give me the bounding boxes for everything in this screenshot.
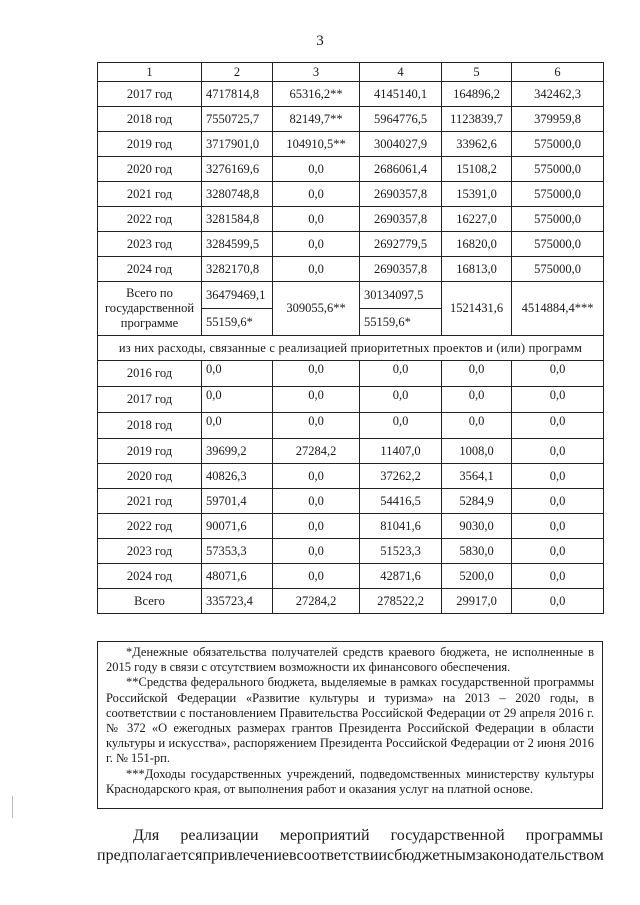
value-cell: 0,0 — [512, 387, 604, 413]
year-cell: 2024 год — [98, 564, 202, 589]
table-row — [98, 132, 604, 157]
year-cell: 2023 год — [98, 539, 202, 564]
table-row — [98, 564, 604, 589]
value-cell: 81041,6 — [360, 514, 442, 539]
body-word: бюджетным — [394, 847, 476, 864]
value-cell: 0,0 — [273, 207, 360, 232]
value-cell: 575000,0 — [512, 157, 604, 182]
body-word: мероприятий — [279, 827, 370, 844]
value-cell: 575000,0 — [512, 132, 604, 157]
value-cell: 3280748,8 — [202, 182, 273, 207]
value-cell: 48071,6 — [202, 564, 273, 589]
table-row — [98, 157, 604, 182]
footnotes-box — [97, 641, 603, 809]
value-cell: 16820,0 — [442, 232, 512, 257]
value-cell: 3004027,9 — [360, 132, 442, 157]
table-row — [98, 387, 604, 413]
value-cell: 16813,0 — [442, 257, 512, 282]
value-cell: 0,0 — [273, 182, 360, 207]
value-cell: 0,0 — [202, 387, 273, 413]
value-cell: 1521431,6 — [442, 282, 512, 336]
value-cell: 90071,6 — [202, 514, 273, 539]
priority-total-row — [98, 589, 604, 614]
value-cell: 2690357,8 — [360, 207, 442, 232]
margin-mark — [12, 796, 13, 818]
value-cell: 59701,4 — [202, 489, 273, 514]
value-cell: 37262,2 — [360, 464, 442, 489]
body-word: программы — [525, 827, 603, 844]
value-cell: 1123839,7 — [442, 107, 512, 132]
value-cell: 5200,0 — [442, 564, 512, 589]
column-number-header: 6 — [512, 63, 604, 82]
value-cell: 0,0 — [202, 361, 273, 387]
value-cell: 0,0 — [273, 232, 360, 257]
value-cell: 575000,0 — [512, 207, 604, 232]
year-cell: 2020 год — [98, 157, 202, 182]
value-cell: 5964776,5 — [360, 107, 442, 132]
value-cell: 39699,2 — [202, 439, 273, 464]
value-cell: 0,0 — [512, 413, 604, 439]
table-row — [98, 439, 604, 464]
year-cell: 2023 год — [98, 232, 202, 257]
body-word: Для — [133, 827, 160, 844]
value-cell: 16227,0 — [442, 207, 512, 232]
value-cell: 575000,0 — [512, 182, 604, 207]
column-number-header: 2 — [202, 63, 273, 82]
value-cell: 55159,6* — [360, 309, 442, 336]
year-cell: 2017 год — [98, 387, 202, 413]
value-cell: 335723,4 — [202, 589, 273, 614]
value-cell: 5284,9 — [442, 489, 512, 514]
body-word: предполагается — [97, 847, 203, 864]
value-cell: 36479469,1 — [202, 282, 273, 309]
value-cell: 11407,0 — [360, 439, 442, 464]
value-cell: 0,0 — [273, 514, 360, 539]
table-row — [98, 207, 604, 232]
value-cell: 27284,2 — [273, 589, 360, 614]
program-total-row — [98, 282, 604, 309]
body-word: законодательством — [475, 847, 604, 864]
table-row — [98, 257, 604, 282]
value-cell: 3282170,8 — [202, 257, 273, 282]
year-cell: 2018 год — [98, 107, 202, 132]
value-cell: 164896,2 — [442, 82, 512, 107]
value-cell: 0,0 — [360, 413, 442, 439]
value-cell: 575000,0 — [512, 232, 604, 257]
year-cell: 2022 год — [98, 207, 202, 232]
value-cell: 33962,6 — [442, 132, 512, 157]
value-cell: 0,0 — [512, 489, 604, 514]
value-cell: 15391,0 — [442, 182, 512, 207]
value-cell: 0,0 — [273, 464, 360, 489]
value-cell: 0,0 — [202, 413, 273, 439]
value-cell: 0,0 — [512, 514, 604, 539]
value-cell: 7550725,7 — [202, 107, 273, 132]
value-cell: 3276169,6 — [202, 157, 273, 182]
body-word: с — [386, 847, 395, 864]
value-cell: 0,0 — [273, 489, 360, 514]
column-number-header: 3 — [273, 63, 360, 82]
body-line-1 — [97, 826, 603, 846]
year-cell: 2021 год — [98, 182, 202, 207]
page-number: 3 — [316, 33, 324, 49]
value-cell: 104910,5** — [273, 132, 360, 157]
value-cell: 0,0 — [512, 439, 604, 464]
body-word: реализации — [180, 827, 259, 844]
body-word: в — [288, 847, 297, 864]
table-row — [98, 232, 604, 257]
year-cell: 2022 год — [98, 514, 202, 539]
value-cell: 57353,3 — [202, 539, 273, 564]
table-row — [98, 82, 604, 107]
year-cell: 2019 год — [98, 439, 202, 464]
year-cell: 2021 год — [98, 489, 202, 514]
value-cell: 0,0 — [273, 257, 360, 282]
value-cell: 0,0 — [512, 589, 604, 614]
value-cell: 379959,8 — [512, 107, 604, 132]
value-cell: 0,0 — [442, 413, 512, 439]
body-line-2 — [97, 846, 603, 866]
value-cell: 278522,2 — [360, 589, 442, 614]
value-cell: 3281584,8 — [202, 207, 273, 232]
value-cell: 82149,7** — [273, 107, 360, 132]
table-row — [98, 464, 604, 489]
table-row — [98, 361, 604, 387]
year-cell: 2018 год — [98, 413, 202, 439]
value-cell: 0,0 — [273, 387, 360, 413]
value-cell: 30134097,5 — [360, 282, 442, 309]
value-cell: 0,0 — [273, 413, 360, 439]
value-cell: 0,0 — [273, 564, 360, 589]
value-cell: 309055,6** — [273, 282, 360, 336]
body-word: соответствии — [296, 847, 387, 864]
priority-projects-heading-row — [98, 336, 604, 361]
table-header-row — [98, 63, 604, 82]
value-cell: 3717901,0 — [202, 132, 273, 157]
value-cell: 4717814,8 — [202, 82, 273, 107]
value-cell: 0,0 — [512, 464, 604, 489]
year-cell: 2019 год — [98, 132, 202, 157]
value-cell: 575000,0 — [512, 257, 604, 282]
value-cell: 42871,6 — [360, 564, 442, 589]
value-cell: 0,0 — [360, 361, 442, 387]
footnote-2: **Средства федерального бюджета, выделяемые в рамках государственной программы Российской Федерации «Развитие культуры и туризма» на 2013 – 2020 годы, в соответствии с постановлением Правительства Российской Федерации от 29 апреля 2016 г. № 372 «О ежегодных размерах грантов Президента Российской Федерации в области культуры и искусства», распоряжением Президента Российской Федерации от 2 июня 2016 г. № 151-рп. — [106, 675, 594, 766]
year-cell: 2024 год — [98, 257, 202, 282]
value-cell: 15108,2 — [442, 157, 512, 182]
value-cell: 0,0 — [273, 361, 360, 387]
value-cell: 2690357,8 — [360, 257, 442, 282]
table-row — [98, 514, 604, 539]
financing-table — [97, 62, 604, 614]
year-cell: 2017 год — [98, 82, 202, 107]
table-row — [98, 182, 604, 207]
value-cell: 0,0 — [512, 564, 604, 589]
value-cell: 40826,3 — [202, 464, 273, 489]
footnote-1: *Денежные обязательства получателей средств краевого бюджета, не исполненные в 2015 году в связи с отсутствием возможности их финансового обеспечения. — [106, 645, 594, 675]
priority-total-label: Всего — [98, 589, 202, 614]
value-cell: 0,0 — [442, 387, 512, 413]
column-number-header: 5 — [442, 63, 512, 82]
column-number-header: 4 — [360, 63, 442, 82]
body-paragraph — [97, 826, 603, 866]
year-cell: 2016 год — [98, 361, 202, 387]
value-cell: 4514884,4*** — [512, 282, 604, 336]
table-row — [98, 107, 604, 132]
value-cell: 5830,0 — [442, 539, 512, 564]
column-number-header: 1 — [98, 63, 202, 82]
value-cell: 2692779,5 — [360, 232, 442, 257]
value-cell: 2690357,8 — [360, 182, 442, 207]
value-cell: 3564,1 — [442, 464, 512, 489]
body-word: государственной — [390, 827, 505, 844]
value-cell: 54416,5 — [360, 489, 442, 514]
body-word: привлечение — [202, 847, 289, 864]
value-cell: 0,0 — [512, 361, 604, 387]
value-cell: 1008,0 — [442, 439, 512, 464]
value-cell: 29917,0 — [442, 589, 512, 614]
value-cell: 65316,2** — [273, 82, 360, 107]
value-cell: 0,0 — [512, 539, 604, 564]
table-row — [98, 489, 604, 514]
value-cell: 0,0 — [360, 387, 442, 413]
table-row — [98, 413, 604, 439]
value-cell: 2686061,4 — [360, 157, 442, 182]
value-cell: 55159,6* — [202, 309, 273, 336]
value-cell: 3284599,5 — [202, 232, 273, 257]
table-row — [98, 539, 604, 564]
value-cell: 9030,0 — [442, 514, 512, 539]
value-cell: 0,0 — [442, 361, 512, 387]
value-cell: 0,0 — [273, 539, 360, 564]
value-cell: 51523,3 — [360, 539, 442, 564]
value-cell: 4145140,1 — [360, 82, 442, 107]
priority-projects-heading: из них расходы, связанные с реализацией приоритетных проектов и (или) программ — [98, 336, 604, 361]
value-cell: 27284,2 — [273, 439, 360, 464]
value-cell: 342462,3 — [512, 82, 604, 107]
program-total-label: Всего по государственной программе — [98, 282, 202, 336]
value-cell: 0,0 — [273, 157, 360, 182]
year-cell: 2020 год — [98, 464, 202, 489]
footnote-3: ***Доходы государственных учреждений, подведомственных министерству культуры Краснодарского края, от выполнения работ и оказания услуг на платной основе. — [106, 766, 594, 796]
